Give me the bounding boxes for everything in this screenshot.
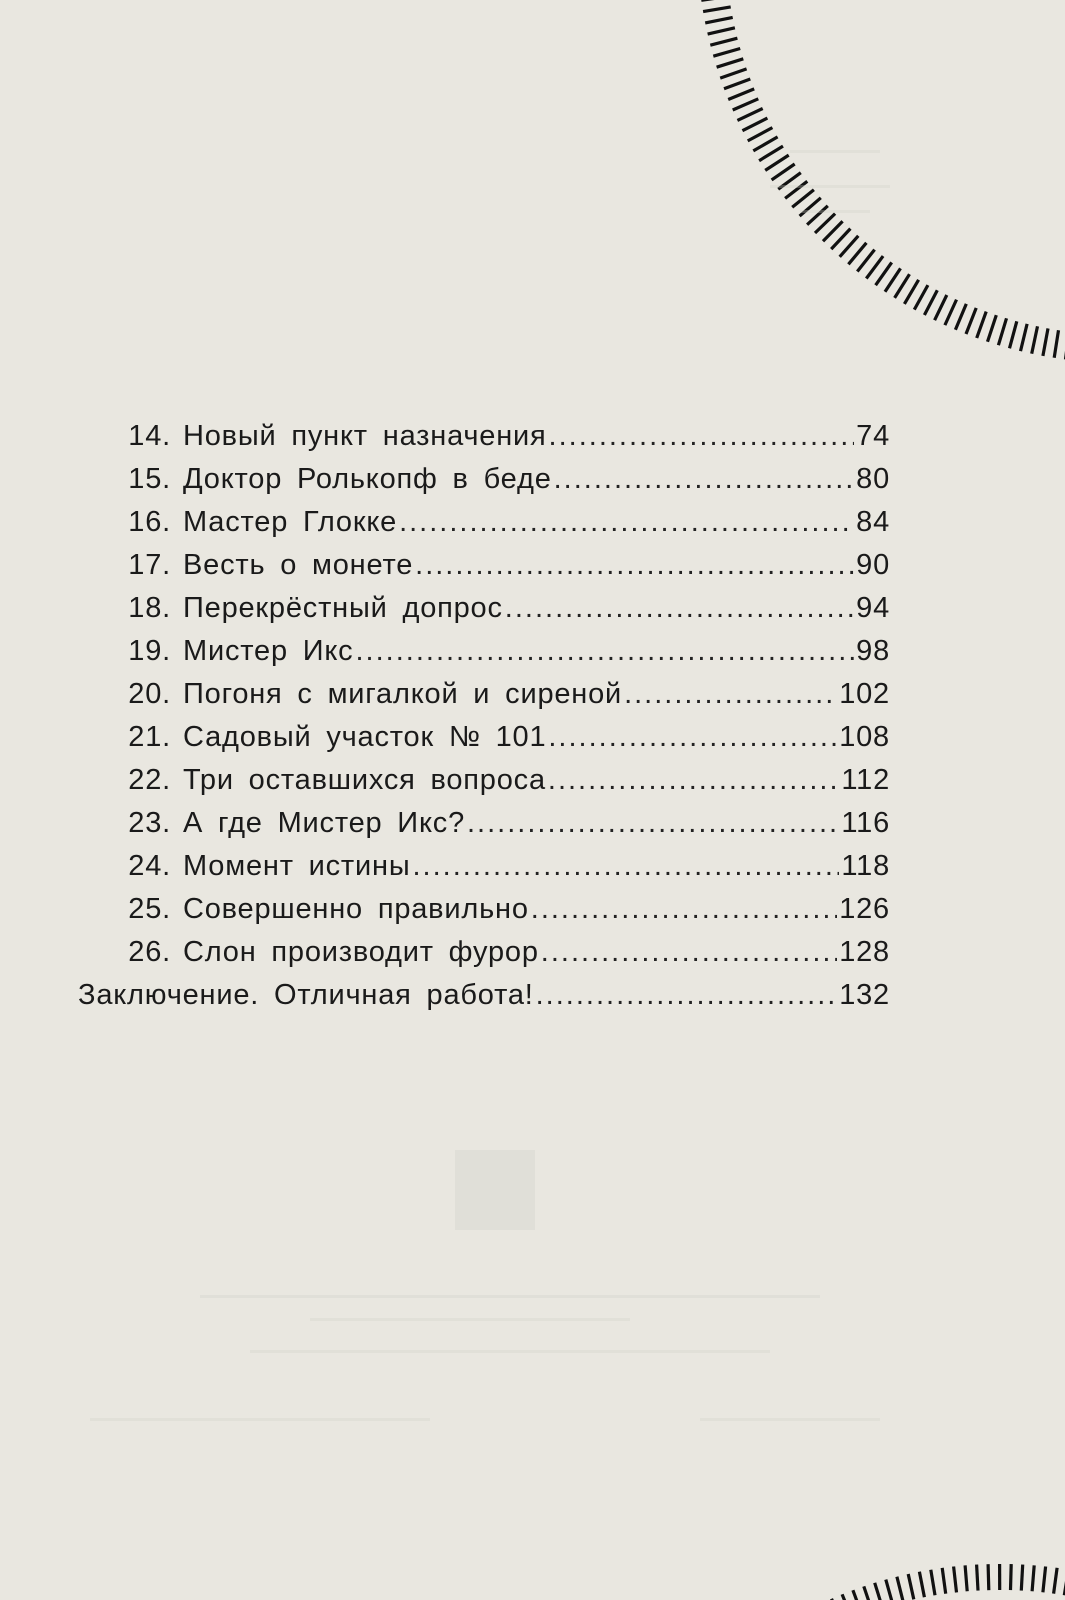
page-number: 98 xyxy=(856,635,890,667)
page-number: 74 xyxy=(856,420,890,452)
chapter-title: Слон производит фурор xyxy=(183,936,539,968)
conclusion-title: Заключение. Отличная работа! xyxy=(78,979,534,1011)
arc-tick xyxy=(1032,1565,1034,1591)
chapter-number: 22. xyxy=(128,764,171,796)
dot-leader xyxy=(531,888,837,931)
arc-tick xyxy=(998,318,1006,345)
arc-tick xyxy=(904,280,918,304)
arc-tick xyxy=(759,146,783,161)
chapter-number: 26. xyxy=(128,936,171,968)
arc-tick xyxy=(842,1594,852,1600)
chapter-number: 18. xyxy=(128,592,171,624)
arc-tick xyxy=(1054,330,1058,358)
arc-tick xyxy=(1054,1568,1058,1594)
arc-tick xyxy=(717,59,744,67)
show-through-line xyxy=(770,185,890,188)
page-number: 80 xyxy=(856,463,890,495)
chapter-title: Перекрёстный допрос xyxy=(183,592,503,624)
page-number: 90 xyxy=(856,549,890,581)
arc-tick xyxy=(876,262,892,285)
chapter-number: 20. xyxy=(128,678,171,710)
arc-tick xyxy=(897,1577,903,1600)
toc-entry xyxy=(78,888,890,931)
toc-entry xyxy=(78,458,890,501)
dot-leader xyxy=(549,415,855,458)
chapter-number: 24. xyxy=(128,850,171,882)
arc-tick xyxy=(1043,1567,1046,1593)
toc-entry xyxy=(78,931,890,974)
toc-entry xyxy=(78,802,890,845)
chapter-title: Мастер Глокке xyxy=(183,506,398,538)
toc-entry xyxy=(78,587,890,630)
dot-leader xyxy=(467,802,839,845)
arc-tick xyxy=(965,1565,967,1591)
arc-tick xyxy=(748,128,773,141)
dot-leader xyxy=(536,974,838,1017)
chapter-title: Мистер Икс xyxy=(183,635,354,667)
chapter-title: Три оставшихся вопроса xyxy=(183,764,546,796)
arc-tick xyxy=(853,1590,862,1600)
dot-leader xyxy=(355,630,854,673)
chapter-title: Момент истины xyxy=(183,850,411,882)
chapter-title: Садовый участок № 101 xyxy=(183,721,547,753)
arc-tick xyxy=(720,69,746,78)
arc-tick xyxy=(1043,328,1048,356)
arc-tick xyxy=(713,49,740,57)
arc-tick xyxy=(1032,326,1038,353)
chapter-number: 16. xyxy=(128,506,171,538)
page-number: 132 xyxy=(839,979,890,1011)
chapter-number: 17. xyxy=(128,549,171,581)
top-right-dashed-arc xyxy=(697,0,1065,363)
arc-tick xyxy=(988,315,997,342)
dot-leader xyxy=(624,673,837,716)
toc-entry xyxy=(78,501,890,544)
show-through-line xyxy=(250,1350,770,1353)
page-number: 112 xyxy=(841,764,890,796)
arc-tick xyxy=(908,1574,914,1599)
chapter-title: Совершенно правильно xyxy=(183,893,529,925)
arc-tick xyxy=(737,109,762,121)
arc-tick xyxy=(954,1567,957,1593)
arc-tick xyxy=(703,7,731,12)
toc-entry xyxy=(78,415,890,458)
page-number: 84 xyxy=(856,506,890,538)
page-number: 108 xyxy=(839,721,890,753)
arc-tick xyxy=(765,155,789,170)
toc-conclusion-entry xyxy=(78,974,890,1017)
chapter-title: Доктор Ролькопф в беде xyxy=(183,463,552,495)
arc-tick xyxy=(977,312,987,338)
show-through-line xyxy=(800,210,870,213)
toc-entry xyxy=(78,544,890,587)
chapter-number: 14. xyxy=(128,420,171,452)
arc-tick xyxy=(895,274,910,298)
table-of-contents xyxy=(78,415,890,1017)
arc-tick xyxy=(724,79,750,89)
arc-tick xyxy=(955,304,966,330)
arc-tick xyxy=(710,38,737,45)
page-number: 116 xyxy=(841,807,890,839)
chapter-title: А где Мистер Икс? xyxy=(183,807,465,839)
arc-tick xyxy=(1010,321,1017,348)
arc-tick xyxy=(728,89,754,100)
dot-leader xyxy=(415,544,854,587)
arc-tick xyxy=(988,1564,989,1590)
toc-entry xyxy=(78,845,890,888)
dot-leader xyxy=(399,501,854,544)
dot-leader xyxy=(548,716,837,759)
show-through-line xyxy=(700,1418,880,1421)
arc-tick xyxy=(977,1565,978,1591)
chapter-number: 23. xyxy=(128,807,171,839)
arc-tick xyxy=(935,295,947,320)
arc-tick xyxy=(914,285,928,310)
arc-tick xyxy=(772,164,795,180)
arc-tick xyxy=(733,99,759,110)
page-number: 118 xyxy=(841,850,890,882)
arc-tick xyxy=(886,1580,893,1600)
show-through-line xyxy=(310,1318,630,1321)
dot-leader xyxy=(548,759,839,802)
page-number: 128 xyxy=(839,936,890,968)
arc-tick xyxy=(919,1572,924,1598)
dot-leader xyxy=(412,845,839,888)
chapter-number: 25. xyxy=(128,893,171,925)
chapter-number: 15. xyxy=(128,463,171,495)
arc-tick xyxy=(1021,1565,1022,1591)
arc-tick xyxy=(875,1583,883,1600)
arc-tick xyxy=(885,268,901,291)
arc-tick xyxy=(966,308,976,334)
toc-entry xyxy=(78,759,890,802)
chapter-title: Новый пункт назначения xyxy=(183,420,547,452)
show-through-line xyxy=(90,1418,430,1421)
dot-leader xyxy=(541,931,837,974)
show-through-line xyxy=(200,1295,820,1298)
chapter-title: Весть о монете xyxy=(183,549,414,581)
arc-tick xyxy=(1021,324,1028,351)
dot-leader xyxy=(554,458,855,501)
arc-tick xyxy=(708,28,735,34)
toc-entry xyxy=(78,673,890,716)
toc-entry xyxy=(78,716,890,759)
arc-tick xyxy=(705,17,733,23)
page-number: 94 xyxy=(856,592,890,624)
arc-tick xyxy=(753,137,777,151)
arc-tick xyxy=(942,1568,946,1594)
arc-tick xyxy=(1011,1564,1012,1590)
page-number: 102 xyxy=(839,678,890,710)
arc-tick xyxy=(945,300,957,326)
chapter-number: 19. xyxy=(128,635,171,667)
chapter-title: Погоня с мигалкой и сиреной xyxy=(183,678,623,710)
arc-tick xyxy=(931,1570,935,1596)
show-through-line xyxy=(790,150,880,153)
arc-tick xyxy=(864,1586,872,1600)
arc-tick xyxy=(924,290,937,315)
bottom-right-dashed-arc xyxy=(699,1564,1065,1600)
show-through-block xyxy=(455,1150,535,1230)
chapter-number: 21. xyxy=(128,721,171,753)
toc-entry xyxy=(78,630,890,673)
arc-tick xyxy=(742,118,767,131)
page-number: 126 xyxy=(839,893,890,925)
dot-leader xyxy=(505,587,854,630)
